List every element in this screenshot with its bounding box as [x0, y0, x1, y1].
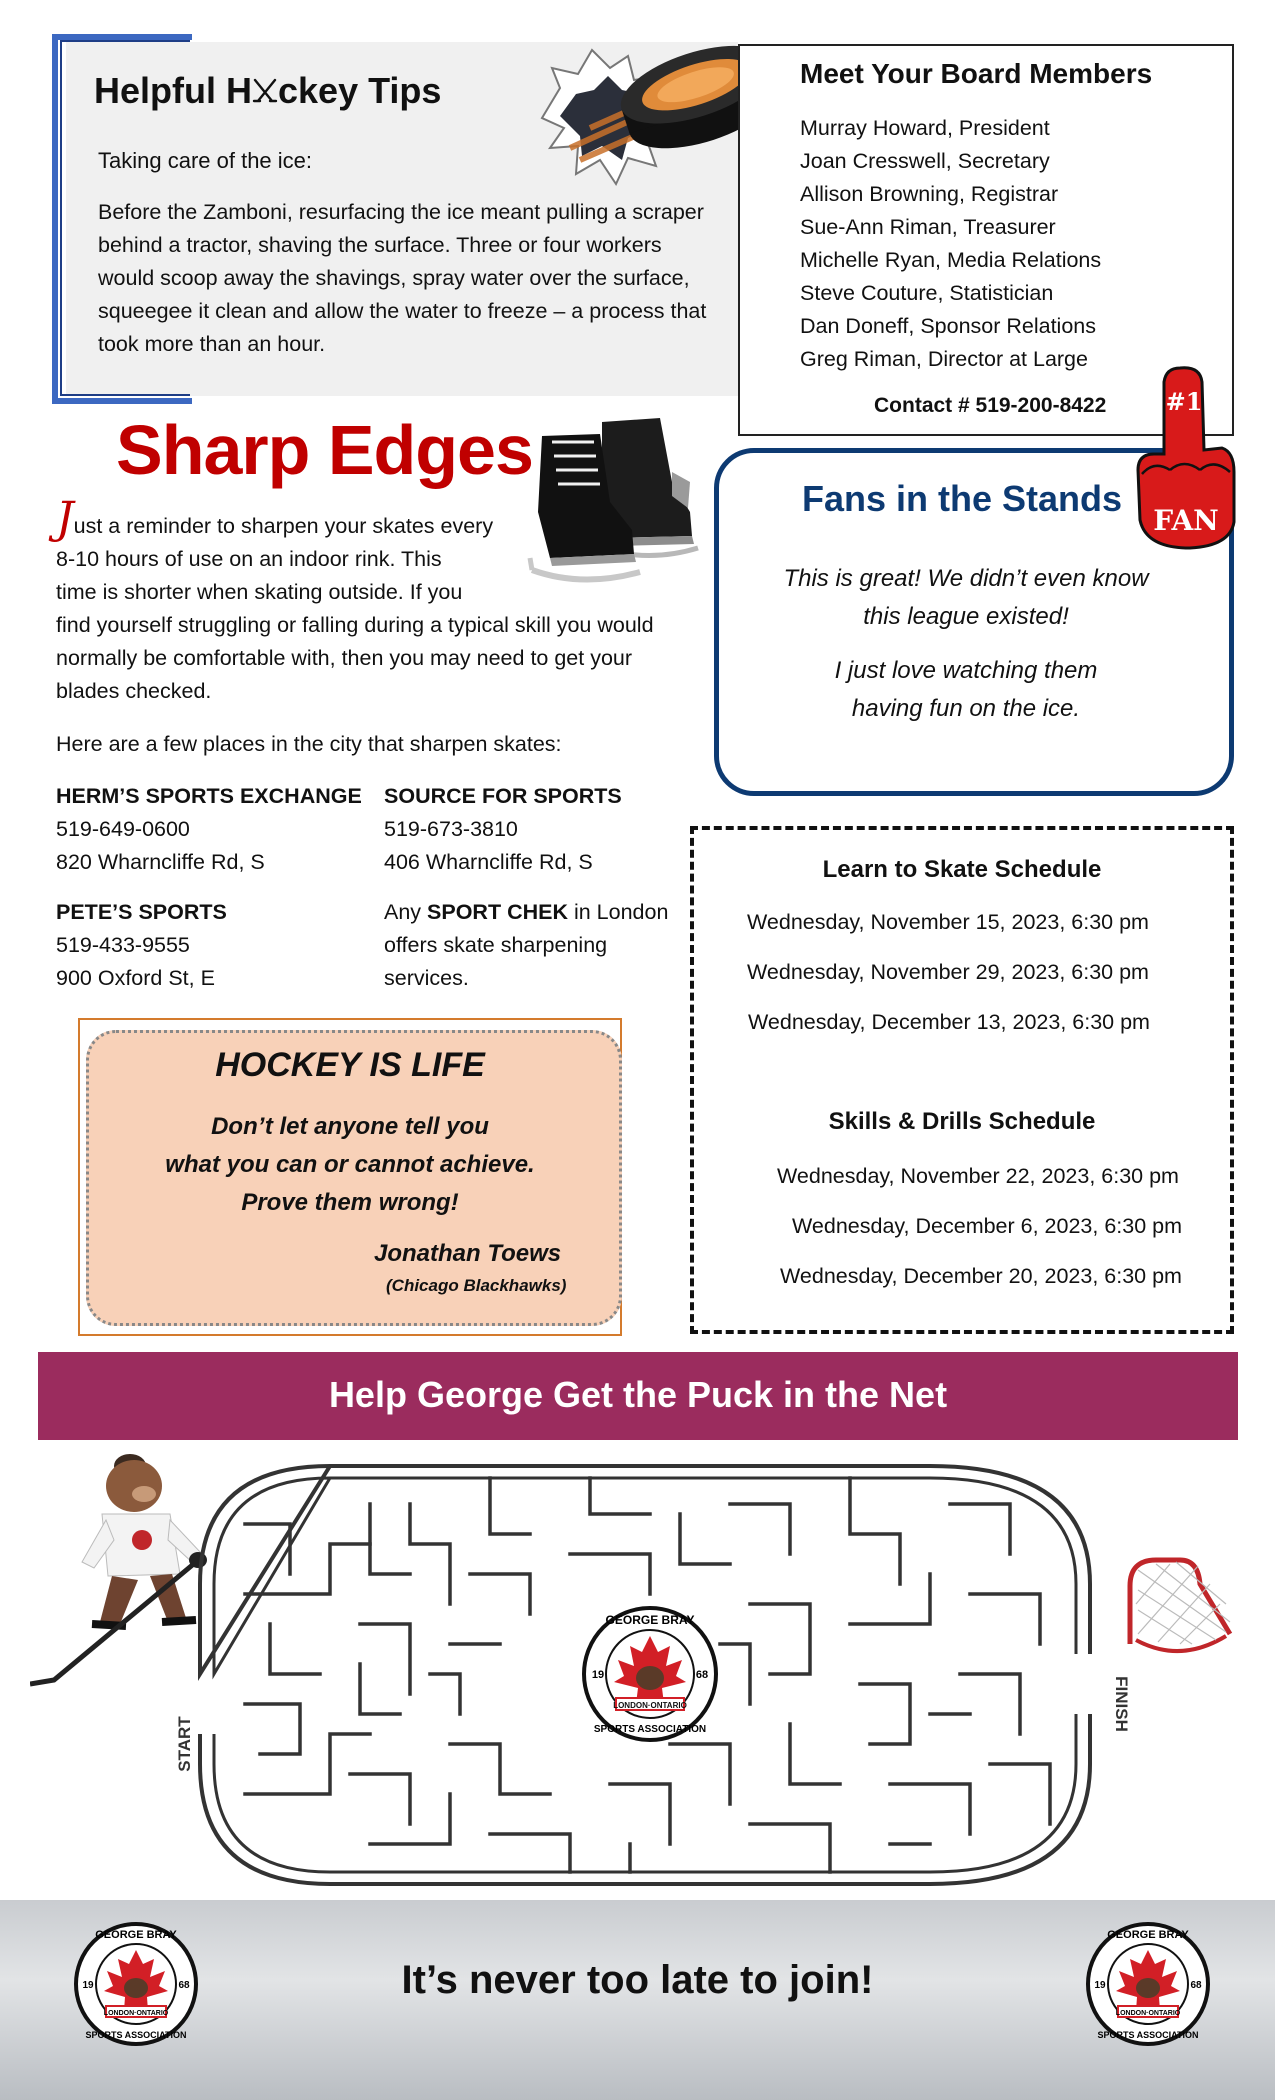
crossed-sticks-icon: [252, 77, 278, 107]
sharp-edges-title: Sharp Edges: [116, 411, 533, 489]
shop-source-for-sports: [384, 780, 622, 879]
svg-text:GEORGE BRAY: GEORGE BRAY: [605, 1613, 695, 1627]
sharp-edges-line: find yourself struggling or falling during a typical skill you would: [56, 613, 654, 637]
foam-finger-icon: [1130, 362, 1240, 552]
drop-cap: J: [56, 493, 74, 544]
board-members-list: [800, 112, 1101, 376]
foam-finger-number: #1: [1165, 387, 1203, 416]
shop-address: 900 Oxford St, E: [56, 966, 215, 990]
board-member: Joan Cresswell, Secretary: [800, 149, 1050, 173]
shop-phone: 519-673-3810: [384, 817, 518, 841]
svg-text:SPORTS ASSOCIATION: SPORTS ASSOCIATION: [85, 2030, 187, 2040]
board-members-title: Meet Your Board Members: [800, 58, 1153, 89]
shop-petes-sports: [56, 896, 227, 995]
schedule-panel: [690, 826, 1234, 1334]
hockey-is-life-quote: Don’t let anyone tell you what you can or cannot achieve. Prove them wrong!: [165, 1113, 535, 1216]
maze-area: [30, 1444, 1245, 1894]
sharp-edges-line: blades checked.: [56, 679, 212, 703]
association-logo-right-icon: [1086, 1922, 1210, 2051]
maze-start-label: START: [175, 1716, 194, 1772]
learn-to-skate-title: Learn to Skate Schedule: [822, 856, 1102, 883]
george-mascot-icon: [30, 1454, 207, 1684]
svg-text:19: 19: [591, 1669, 605, 1681]
shop-phone: 519-649-0600: [56, 817, 190, 841]
maze-center-logo-icon: [584, 1608, 716, 1740]
foam-finger-label: FAN: [1153, 504, 1219, 537]
sharp-edges-line: Just a reminder to sharpen your skates every: [56, 493, 494, 544]
sharp-edges-line: time is shorter when skating outside. If you: [56, 580, 463, 604]
svg-text:SPORTS ASSOCIATION: SPORTS ASSOCIATION: [1097, 2030, 1199, 2040]
maze-title: Help George Get the Puck in the Net: [328, 1374, 948, 1415]
svg-text:LONDON·ONTARIO: LONDON·ONTARIO: [613, 1701, 687, 1710]
hockey-tips-title: Helpful H ckey Tips: [94, 70, 442, 111]
svg-text:GEORGE BRAY: GEORGE BRAY: [1107, 1929, 1189, 1941]
hockey-net-icon: [1130, 1560, 1230, 1651]
quote-author: Jonathan Toews: [374, 1240, 562, 1267]
quote-author-team: (Chicago Blackhawks): [386, 1276, 567, 1295]
shop-sport-chek: Any SPORT CHEK in London offers skate sharpening services.: [384, 900, 669, 990]
schedule-item: Wednesday, November 29, 2023, 6:30 pm: [747, 960, 1149, 984]
sharp-edges-line: normally be comfortable with, then you may need to get your: [56, 646, 633, 670]
association-logo-left-icon: [74, 1922, 198, 2051]
shop-name: SOURCE FOR SPORTS: [384, 784, 622, 808]
board-member: Steve Couture, Statistician: [800, 281, 1054, 305]
maze-finish-label: FINISH: [1112, 1676, 1131, 1732]
board-contact-number: Contact # 519-200-8422: [874, 394, 1107, 417]
fan-quote: I just love watching them having fun on the ice.: [834, 657, 1098, 722]
board-member: Murray Howard, President: [800, 116, 1050, 140]
sharp-edges-line: 8-10 hours of use on an indoor rink. This: [56, 547, 442, 571]
shop-herms: [56, 780, 362, 879]
shop-address: 820 Wharncliffe Rd, S: [56, 850, 265, 874]
schedule-item: Wednesday, November 22, 2023, 6:30 pm: [777, 1164, 1179, 1188]
board-member: Sue-Ann Riman, Treasurer: [800, 215, 1056, 239]
board-member: Michelle Ryan, Media Relations: [800, 248, 1102, 272]
fans-title: Fans in the Stands: [802, 478, 1123, 519]
hockey-tips-body: Before the Zamboni, resurfacing the ice meant pulling a scraper behind a tractor, shaving the surface. Three or four workers would scoop away the shavings, spray water over the surface, squeegee it clean and allow the water to freeze – a process that took more than an hour.: [98, 200, 707, 356]
schedule-item: Wednesday, November 15, 2023, 6:30 pm: [747, 910, 1149, 934]
svg-text:19: 19: [82, 1980, 94, 1991]
schedule-item: Wednesday, December 6, 2023, 6:30 pm: [792, 1214, 1183, 1238]
board-member: Dan Doneff, Sponsor Relations: [800, 314, 1097, 338]
svg-text:68: 68: [695, 1669, 709, 1681]
fan-quote: This is great! We didn’t even know this league existed!: [783, 565, 1149, 630]
skills-drills-title: Skills & Drills Schedule: [828, 1108, 1096, 1135]
schedule-item: Wednesday, December 20, 2023, 6:30 pm: [780, 1264, 1182, 1288]
board-member: Greg Riman, Director at Large: [800, 347, 1088, 371]
svg-text:68: 68: [178, 1980, 190, 1991]
board-member: Allison Browning, Registrar: [800, 182, 1059, 206]
sharpening-intro: Here are a few places in the city that sharpen skates:: [56, 732, 562, 756]
hockey-tips-subtitle: Taking care of the ice:: [98, 148, 313, 173]
svg-text:GEORGE BRAY: GEORGE BRAY: [95, 1929, 177, 1941]
shop-name: HERM’S SPORTS EXCHANGE: [56, 784, 362, 808]
svg-text:LONDON·ONTARIO: LONDON·ONTARIO: [1115, 2010, 1181, 2017]
schedule-item: Wednesday, December 13, 2023, 6:30 pm: [748, 1010, 1150, 1034]
shop-phone: 519-433-9555: [56, 933, 190, 957]
svg-text:19: 19: [1094, 1980, 1106, 1991]
shop-name: PETE’S SPORTS: [56, 900, 227, 924]
shop-name: SPORT CHEK: [427, 900, 568, 924]
sharp-edges-body: [56, 493, 706, 708]
svg-text:68: 68: [1190, 1980, 1202, 1991]
svg-text:SPORTS ASSOCIATION: SPORTS ASSOCIATION: [593, 1724, 707, 1735]
footer-join-text: It’s never too late to join!: [401, 1958, 874, 2002]
shop-address: 406 Wharncliffe Rd, S: [384, 850, 593, 874]
svg-text:LONDON·ONTARIO: LONDON·ONTARIO: [103, 2010, 169, 2017]
hockey-is-life-title: HOCKEY IS LIFE: [215, 1046, 485, 1084]
